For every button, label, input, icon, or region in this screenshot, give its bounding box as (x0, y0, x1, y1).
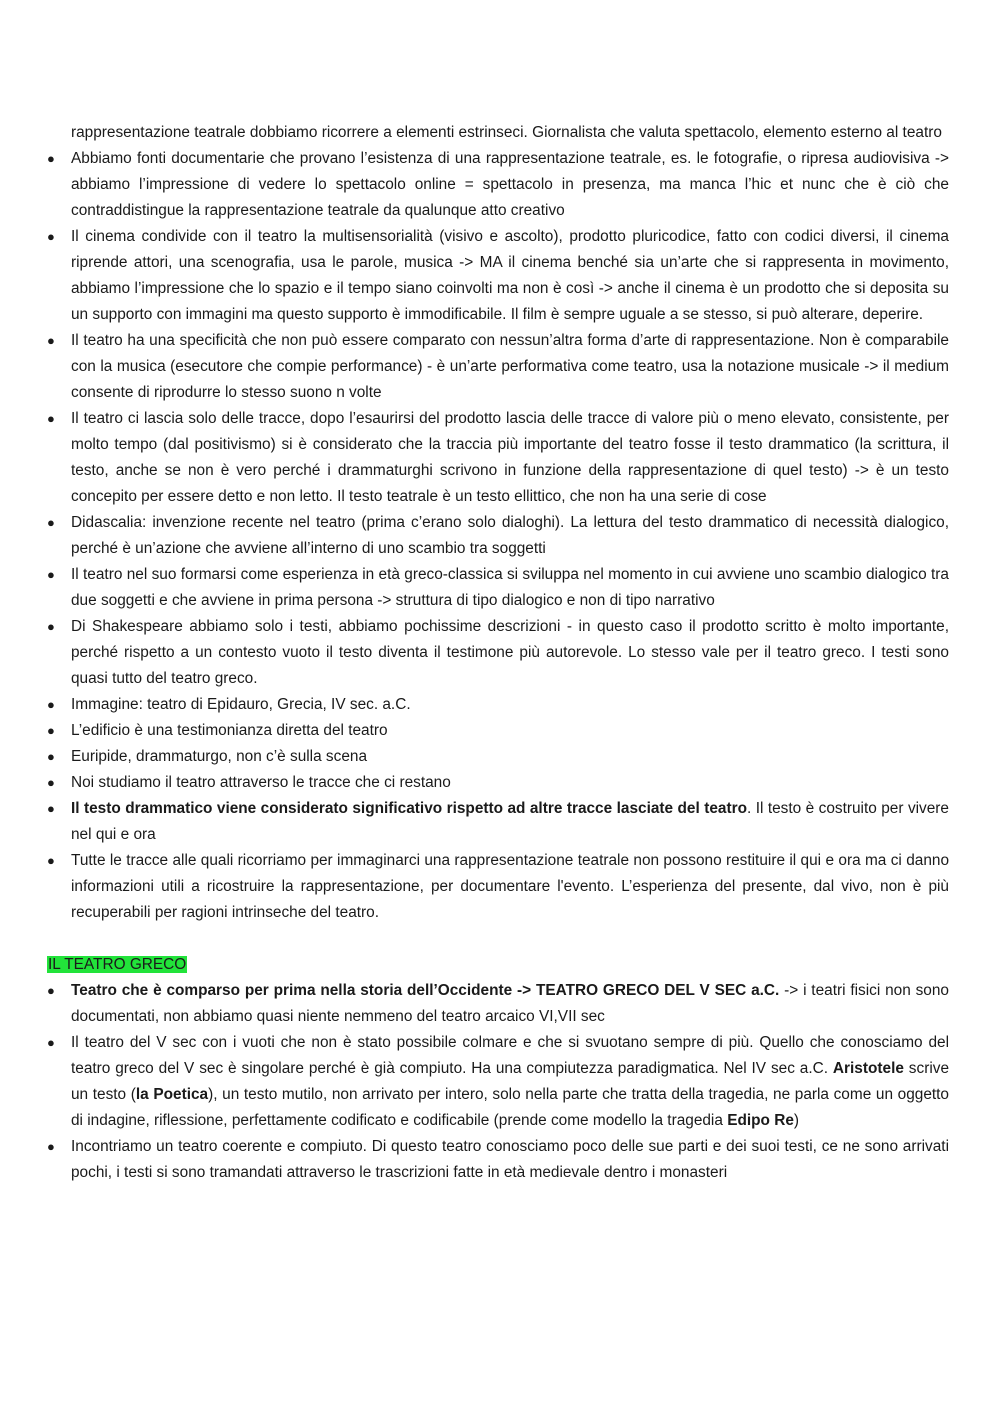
list-item: ● L’edificio è una testimonianza diretta del teatro (47, 718, 949, 744)
list-item: ● Il teatro ha una specificità che non può essere comparato con nessun’altra forma d’arte di rappresentazione. Non è comparabile con la musica (esecutore che compie performance) - è un’arte performativa come teatro, usa la notazione musicale -> il medium consente di riprodurre lo stesso suono n volte (47, 328, 949, 406)
bullet-list-section1 (47, 146, 949, 926)
bullet-icon: ● (47, 697, 55, 712)
bullet-icon: ● (47, 619, 55, 634)
bullet-icon: ● (47, 229, 55, 244)
bullet-icon: ● (47, 515, 55, 530)
list-item: ● Il teatro nel suo formarsi come esperienza in età greco-classica si sviluppa nel momento in cui avviene uno scambio dialogico tra due soggetti e che avviene in prima persona -> struttura di tipo dialogico e non di tipo narrativo (47, 562, 949, 614)
bullet-icon: ● (47, 983, 55, 998)
list-item: ● Didascalia: invenzione recente nel teatro (prima c’erano solo dialoghi). La lettura del testo drammatico di necessità dialogico, perché è un’azione che avviene all’interno di uno scambio tra soggetti (47, 510, 949, 562)
intro-continuation: rappresentazione teatrale dobbiamo ricorrere a elementi estrinseci. Giornalista che valuta spettacolo, elemento esterno al teatro (71, 124, 942, 141)
section-spacer (47, 926, 949, 952)
bullet-icon: ● (47, 775, 55, 790)
section-heading (47, 952, 949, 978)
bullet-icon: ● (47, 723, 55, 738)
bullet-icon: ● (47, 567, 55, 582)
list-item: ● Il testo drammatico viene considerato significativo rispetto ad altre tracce lasciate del teatro. Il testo è costruito per vivere nel qui e ora (47, 796, 949, 848)
list-item: ● Il teatro del V sec con i vuoti che non è stato possibile colmare e che si svuotano sempre di più. Quello che conosciamo del teatro greco del V sec è singolare perché è già compiuto. Ha una compiutezza paradigmatica. Nel IV sec a.C. Aristotele scrive un testo (la Poetica), un testo mutilo, non arrivato per intero, solo nella parte che tratta della tragedia, ne parla come un oggetto di indagine, riflessione, perfettamente codificato e codificabile (prende come modello la tragedia Edipo Re) (47, 1030, 949, 1134)
list-item: ● Euripide, drammaturgo, non c’è sulla scena (47, 744, 949, 770)
bullet-icon: ● (47, 749, 55, 764)
document-body (47, 120, 949, 1186)
bullet-icon: ● (47, 1139, 55, 1154)
bullet-icon: ● (47, 853, 55, 868)
bullet-icon: ● (47, 151, 55, 166)
heading-highlight: IL TEATRO GRECO (48, 956, 187, 973)
list-item: ● Il cinema condivide con il teatro la multisensorialità (visivo e ascolto), prodotto pluricodice, fatto con codici diversi, il cinema riprende attori, una scenografia, usa le parole, musica -> MA il cinema benché sia un’arte che si rappresenta in movimento, abbiamo l’impressione che lo spazio e il tempo siano coinvolti ma non è così -> anche il cinema è un prodotto che si deposita su un supporto con immagini ma questo supporto è immodificabile. Il film è sempre uguale a se stesso, si può alterare, deperire. (47, 224, 949, 328)
bullet-icon: ● (47, 801, 55, 816)
bullet-icon: ● (47, 411, 55, 426)
list-item: ● Teatro che è comparso per prima nella storia dell’Occidente -> TEATRO GRECO DEL V SEC a.C. -> i teatri fisici non sono documentati, non abbiamo quasi niente nemmeno del teatro arcaico VI,VII sec (47, 978, 949, 1030)
list-item: ● Tutte le tracce alle quali ricorriamo per immaginarci una rappresentazione teatrale non possono restituire il qui e ora ma ci danno informazioni utili a ricostruire la rappresentazione, per documentare l'evento. L’esperienza del presente, dal vivo, non è più recuperabili per ragioni intrinseche del teatro. (47, 848, 949, 926)
bullet-list-section2 (47, 978, 949, 1186)
list-item: ● Abbiamo fonti documentarie che provano l’esistenza di una rappresentazione teatrale, es. le fotografie, o ripresa audiovisiva -> abbiamo l’impressione di vedere lo spettacolo online = spettacolo in presenza, ma manca l’hic et nunc che è ciò che contraddistingue la rappresentazione teatrale da qualunque atto creativo (47, 146, 949, 224)
list-item: ● Il teatro ci lascia solo delle tracce, dopo l’esaurirsi del prodotto lascia delle tracce di valore più o meno elevato, consistente, per molto tempo (dal positivismo) si è considerato che la traccia più importante del teatro fosse il testo drammatico (la scrittura, il testo, anche se non è vero perché i drammaturghi scrivono in funzione della rappresentazione di quel testo) -> è un testo concepito per essere detto e non letto. Il testo teatrale è un testo ellittico, che non ha una serie di cose (47, 406, 949, 510)
list-item: ● Di Shakespeare abbiamo solo i testi, abbiamo pochissime descrizioni - in questo caso il prodotto scritto è molto importante, perché rispetto a un contesto vuoto il testo diventa il testimone più autorevole. Lo stesso vale per il teatro greco. I testi sono quasi tutto del teatro greco. (47, 614, 949, 692)
bullet-icon: ● (47, 1035, 55, 1050)
list-item: ● Noi studiamo il teatro attraverso le tracce che ci restano (47, 770, 949, 796)
list-item: ● Incontriamo un teatro coerente e compiuto. Di questo teatro conosciamo poco delle sue parti e dei suoi testi, ce ne sono arrivati pochi, i testi si sono tramandati attraverso le trascrizioni fatte in età medievale dentro i monasteri (47, 1134, 949, 1186)
list-item: ● Immagine: teatro di Epidauro, Grecia, IV sec. a.C. (47, 692, 949, 718)
bullet-icon: ● (47, 333, 55, 348)
